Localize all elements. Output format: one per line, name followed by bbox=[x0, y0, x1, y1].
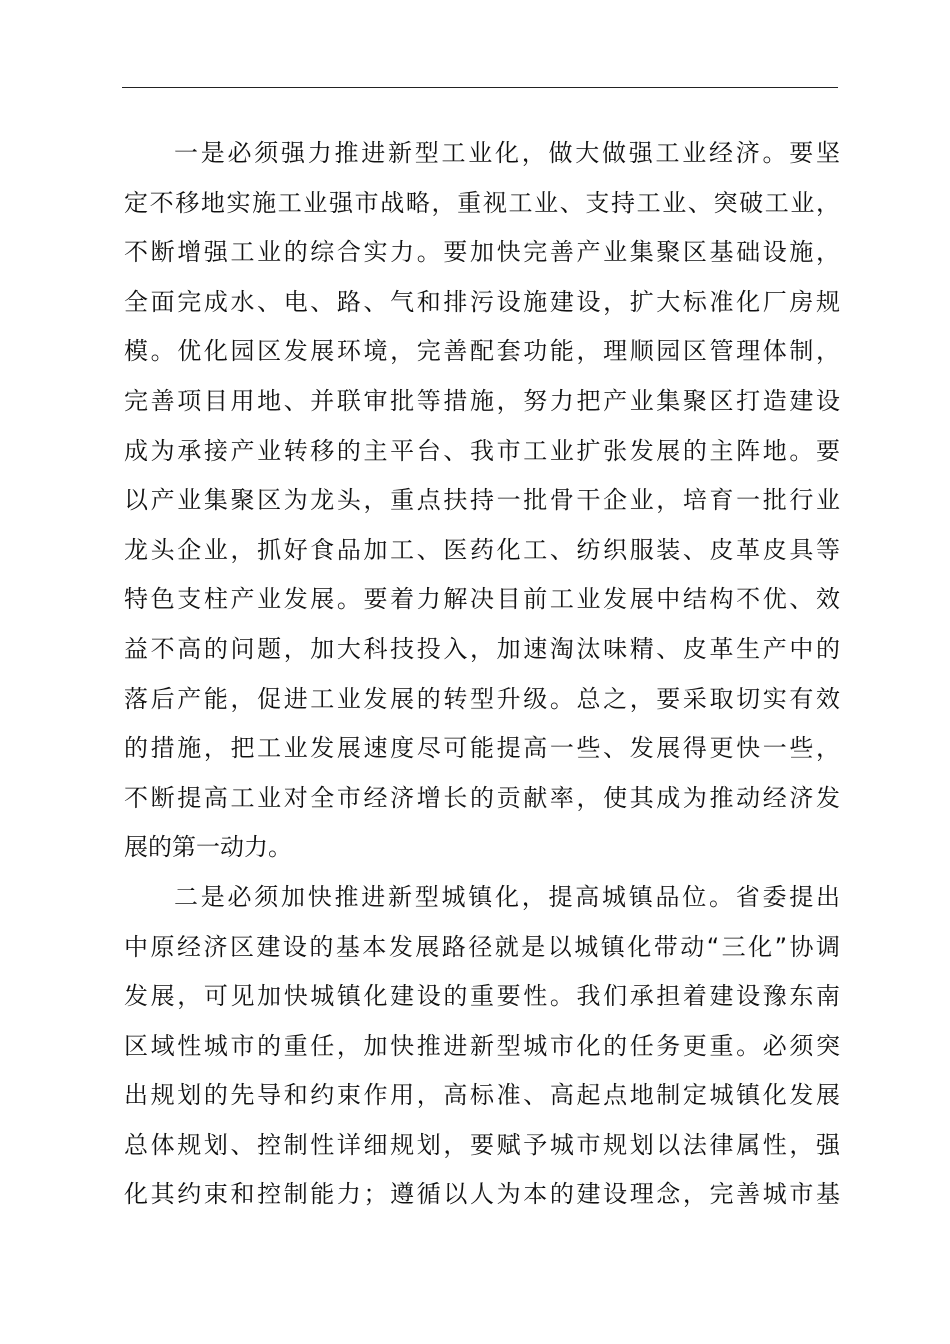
paragraph-1-line: 不断提高工业对全市经济增长的贡献率，使其成为推动经济发 bbox=[124, 783, 840, 812]
paragraph-1-line: 定不移地实施工业强市战略，重视工业、支持工业、突破工业， bbox=[124, 188, 840, 217]
paragraph-2-line: 二是必须加快推进新型城镇化，提高城镇品位。省委提出 bbox=[174, 882, 840, 911]
paragraph-2-line: 出规划的先导和约束作用，高标准、高起点地制定城镇化发展 bbox=[124, 1081, 840, 1110]
paragraph-1-line: 不断增强工业的综合实力。要加快完善产业集聚区基础设施， bbox=[124, 238, 840, 267]
paragraph-1-line: 成为承接产业转移的主平台、我市工业扩张发展的主阵地。要 bbox=[124, 436, 840, 465]
document-body bbox=[124, 129, 840, 1220]
paragraph-1-line: 全面完成水、电、路、气和排污设施建设，扩大标准化厂房规 bbox=[124, 287, 840, 316]
paragraph-2-line: 化其约束和控制能力；遵循以人为本的建设理念，完善城市基 bbox=[124, 1180, 840, 1209]
paragraph-1-line: 一是必须强力推进新型工业化，做大做强工业经济。要坚 bbox=[174, 139, 840, 167]
header-rule bbox=[122, 87, 838, 88]
paragraph-1-line: 的措施，把工业发展速度尽可能提高一些、发展得更快一些， bbox=[124, 734, 840, 763]
paragraph-1-line: 龙头企业，抓好食品加工、医药化工、纺织服装、皮革皮具等 bbox=[124, 535, 840, 564]
paragraph-1-line: 完善项目用地、并联审批等措施，努力把产业集聚区打造建设 bbox=[124, 386, 840, 415]
paragraph-1-line: 落后产能，促进工业发展的转型升级。总之，要采取切实有效 bbox=[124, 684, 840, 713]
paragraph-2-line: 中原经济区建设的基本发展路径就是以城镇化带动“三化”协调 bbox=[124, 932, 840, 961]
paragraph-1-line: 益不高的问题，加大科技投入，加速淘汰味精、皮革生产中的 bbox=[124, 634, 840, 663]
paragraph-1-line: 展的第一动力。 bbox=[124, 833, 292, 862]
paragraph-1-line: 以产业集聚区为龙头，重点扶持一批骨干企业，培育一批行业 bbox=[124, 486, 840, 515]
paragraph-1-line: 模。优化园区发展环境，完善配套功能，理顺园区管理体制， bbox=[124, 337, 840, 366]
paragraph-1-line: 特色支柱产业发展。要着力解决目前工业发展中结构不优、效 bbox=[124, 585, 840, 614]
paragraph-2-line: 总体规划、控制性详细规划，要赋予城市规划以法律属性，强 bbox=[124, 1130, 840, 1159]
paragraph-2-line: 区域性城市的重任，加快推进新型城市化的任务更重。必须突 bbox=[124, 1031, 840, 1060]
paragraph-2-line: 发展，可见加快城镇化建设的重要性。我们承担着建设豫东南 bbox=[124, 982, 840, 1011]
